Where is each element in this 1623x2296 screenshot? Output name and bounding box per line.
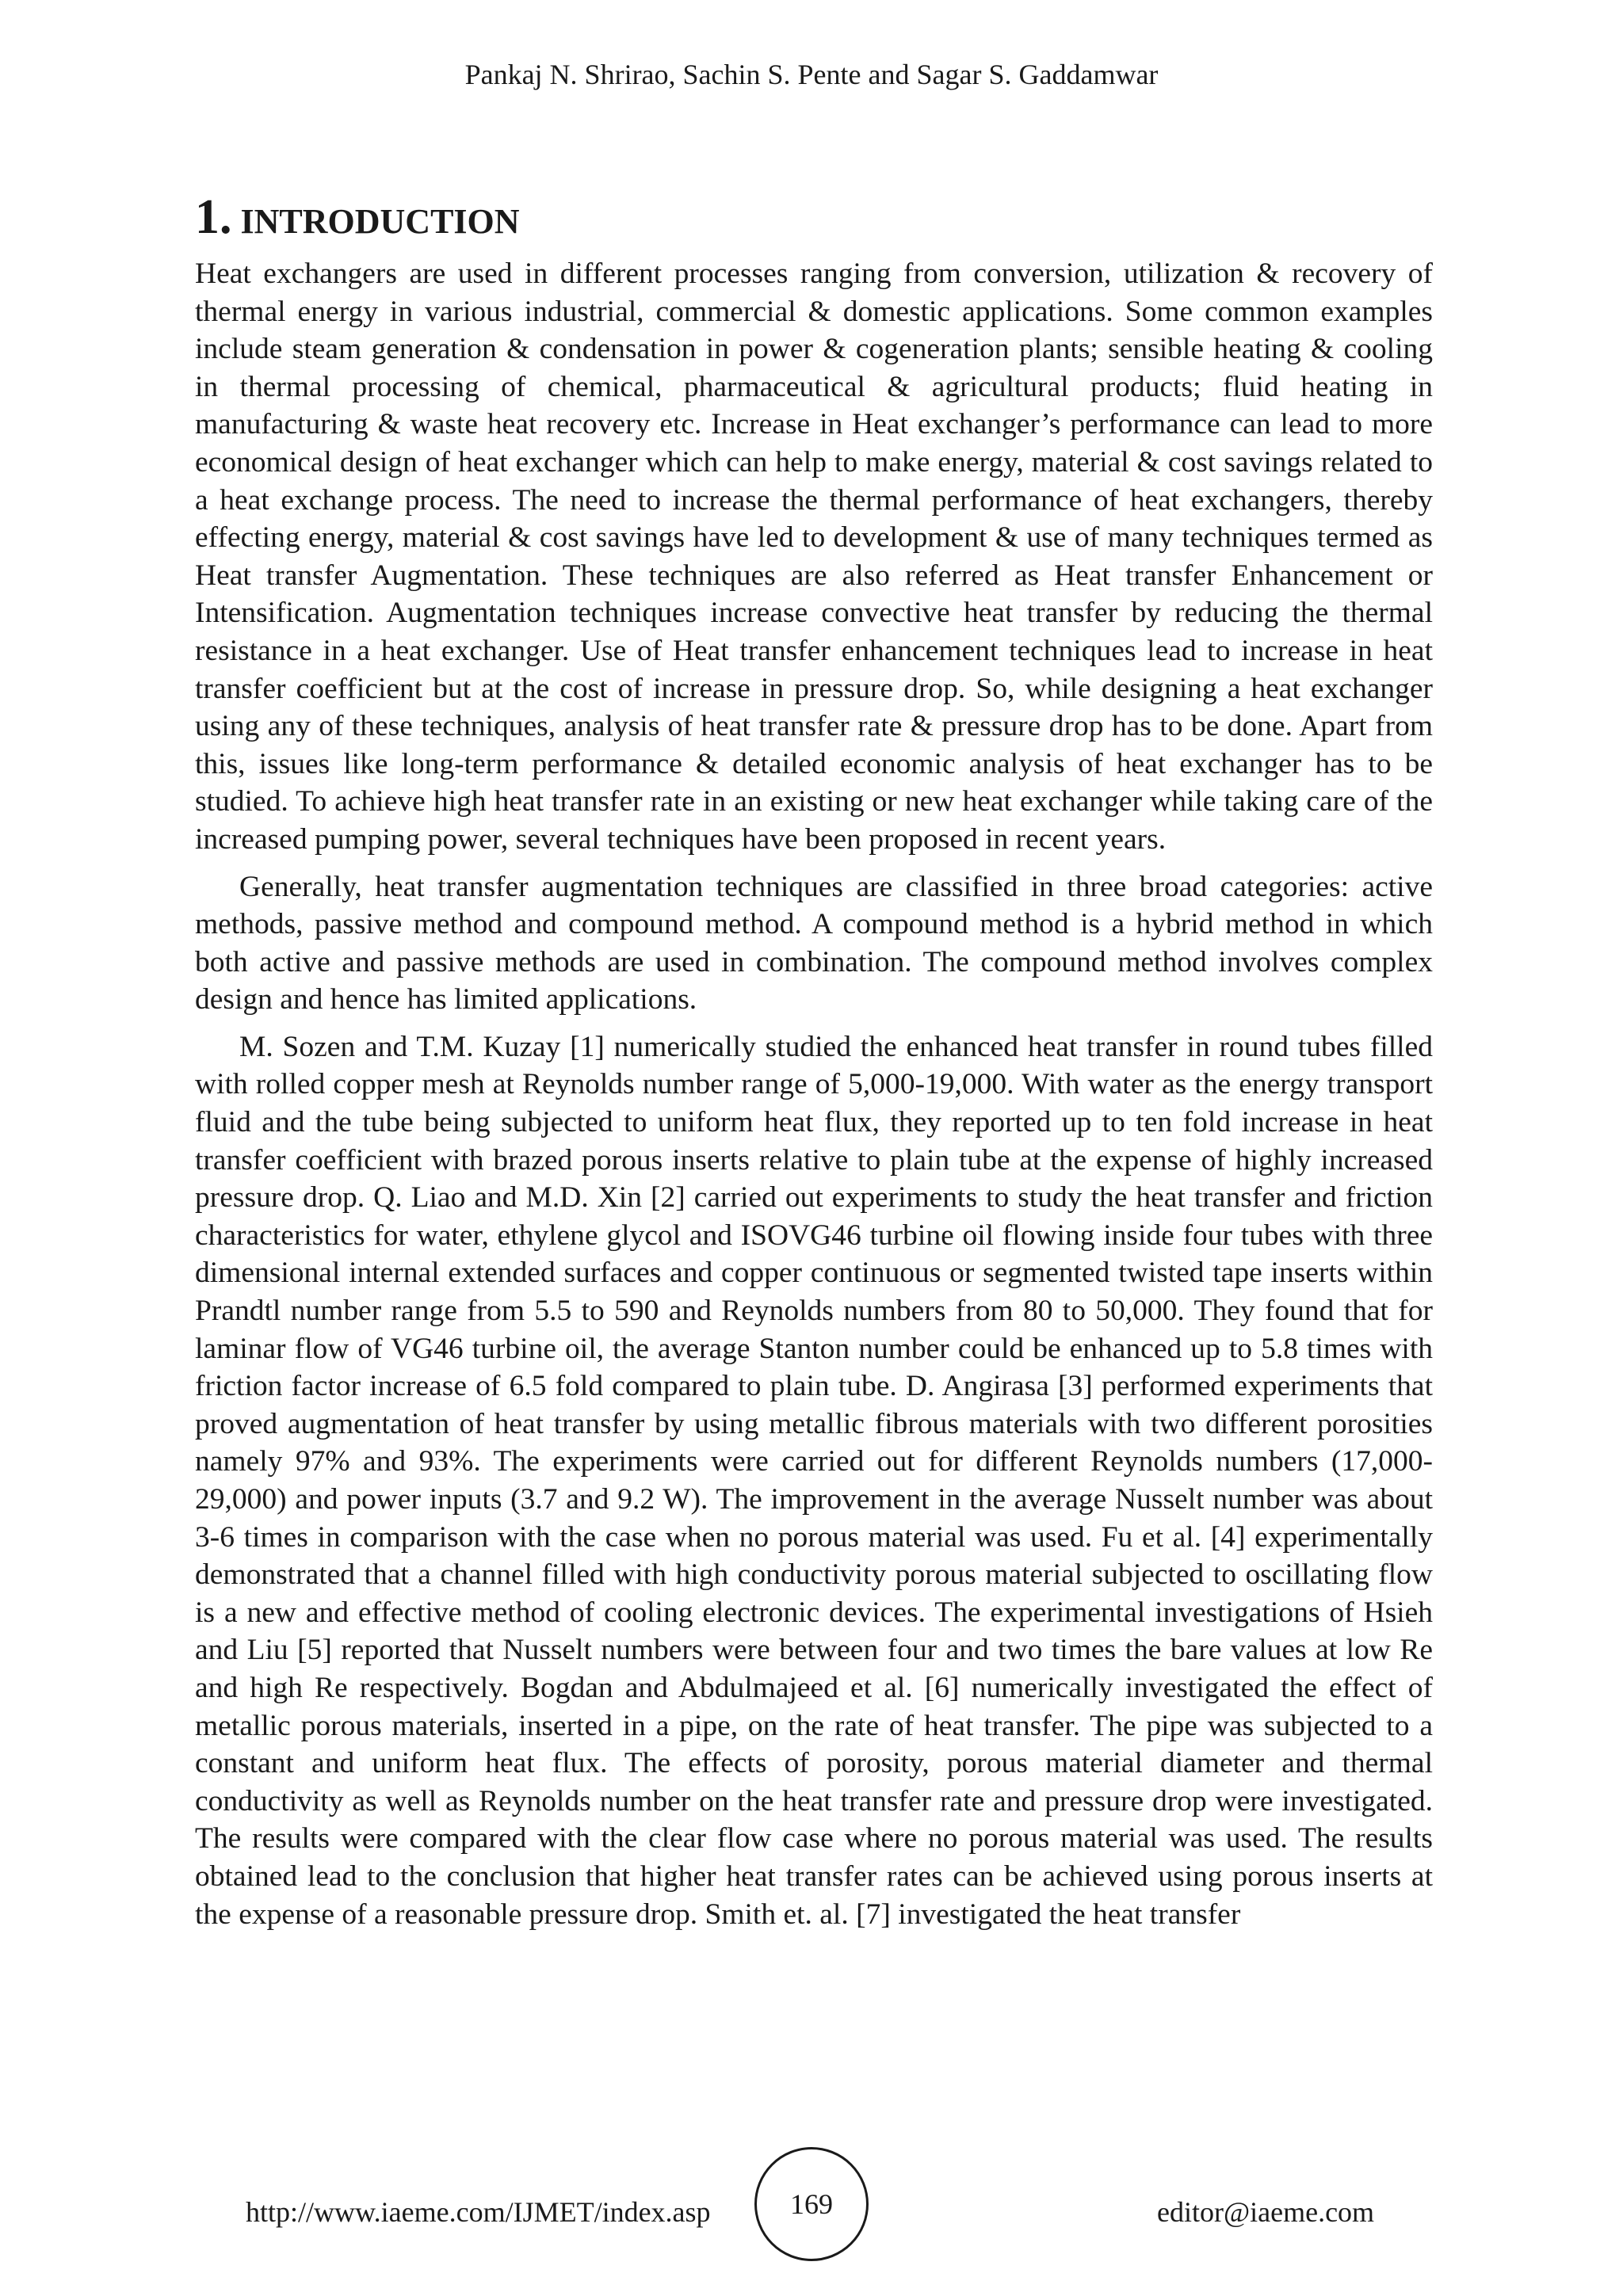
intro-paragraph-2: Generally, heat transfer augmentation techniques are classified in three broad categories: active methods, passive method and compound method. A compound method is a hybrid method in which both active and passive methods are used in combination. The compound method involves complex design and hence has limited applications.: [195, 870, 1433, 1016]
author-list: Pankaj N. Shrirao, Sachin S. Pente and Sagar S. Gaddamwar: [464, 59, 1159, 90]
intro-paragraph-3: M. Sozen and T.M. Kuzay [1] numerically studied the enhanced heat transfer in round tubes filled with rolled copper mesh at Reynolds number range of 5,000-19,000. With water as the energy transport fluid and the tube being subjected to uniform heat flux, they reported up to ten fold increase in heat transfer coefficient with brazed porous inserts relative to plain tube at the expense of highly increased pressure drop. Q. Liao and M.D. Xin [2] carried out experiments to study the heat transfer and friction characteristics for water, ethylene glycol and ISOVG46 turbine oil flowing inside four tubes with three dimensional internal extended surfaces and copper continuous or segmented twisted tape inserts within Prandtl number range from 5.5 to 590 and Reynolds numbers from 80 to 50,000. They found that for laminar flow of VG46 turbine oil, the average Stanton number could be enhanced up to 5.8 times with friction factor increase of 6.5 fold compared to plain tube. D. Angirasa [3] performed experiments that proved augmentation of heat transfer by using metallic fibrous materials with two different porosities namely 97% and 93%. The experiments were carried out for different Reynolds numbers (17,000-29,000) and power inputs (3.7 and 9.2 W). The improvement in the average Nusselt number was about 3-6 times in comparison with the case when no porous material was used. Fu et al. [4] experimentally demonstrated that a channel filled with high conductivity porous material subjected to oscillating flow is a new and effective method of cooling electronic devices. The experimental investigations of Hsieh and Liu [5] reported that Nusselt numbers were between four and two times the bare values at low Re and high Re respectively. Bogdan and Abdulmajeed et al. [6] numerically investigated the effect of metallic porous materials, inserted in a pipe, on the rate of heat transfer. The pipe was subjected to a constant and uniform heat flux. The effects of porosity, porous material diameter and thermal conductivity as well as Reynolds number on the heat transfer rate and pressure drop were investigated. The results were compared with the clear flow case where no porous material was used. The results obtained lead to the conclusion that higher heat transfer rates can be achieved using porous inserts at the expense of a reasonable pressure drop. Smith et. al. [7] investigated the heat transfer: [195, 1030, 1433, 1931]
section-heading: [195, 190, 1433, 244]
section-number: 1.: [195, 190, 232, 244]
section-title: INTRODUCTION: [240, 202, 520, 241]
intro-paragraph-1: Heat exchangers are used in different processes ranging from conversion, utilization & recovery of thermal energy in various industrial, commercial & domestic applications. Some common examples include steam generation & condensation in power & cogeneration plants; sensible heating & cooling in thermal processing of chemical, pharmaceutical & agricultural products; fluid heating in manufacturing & waste heat recovery etc. Increase in Heat exchanger’s performance can lead to more economical design of heat exchanger which can help to make energy, material & cost savings related to a heat exchange process. The need to increase the thermal performance of heat exchangers, thereby effecting energy, material & cost savings have led to development & use of many techniques termed as Heat transfer Augmentation. These techniques are also referred as Heat transfer Enhancement or Intensification. Augmentation techniques increase convective heat transfer by reducing the thermal resistance in a heat exchanger. Use of Heat transfer enhancement techniques lead to increase in heat transfer coefficient but at the cost of increase in pressure drop. So, while designing a heat exchanger using any of these techniques, analysis of heat transfer rate & pressure drop has to be done. Apart from this, issues like long-term performance & detailed economic analysis of heat exchanger has to be studied. To achieve high heat transfer rate in an existing or new heat exchanger while taking care of the increased pumping power, several techniques have been proposed in recent years.: [195, 257, 1433, 856]
page-number: 169: [790, 2188, 833, 2220]
page-number-badge: [754, 2147, 869, 2261]
journal-url-link[interactable]: http://www.iaeme.com/IJMET/index.asp: [246, 2196, 711, 2228]
running-header: [0, 57, 1623, 92]
page-footer: [0, 2147, 1623, 2266]
editor-email-link[interactable]: editor@iaeme.com: [1157, 2196, 1375, 2228]
article-body: [195, 190, 1433, 1933]
